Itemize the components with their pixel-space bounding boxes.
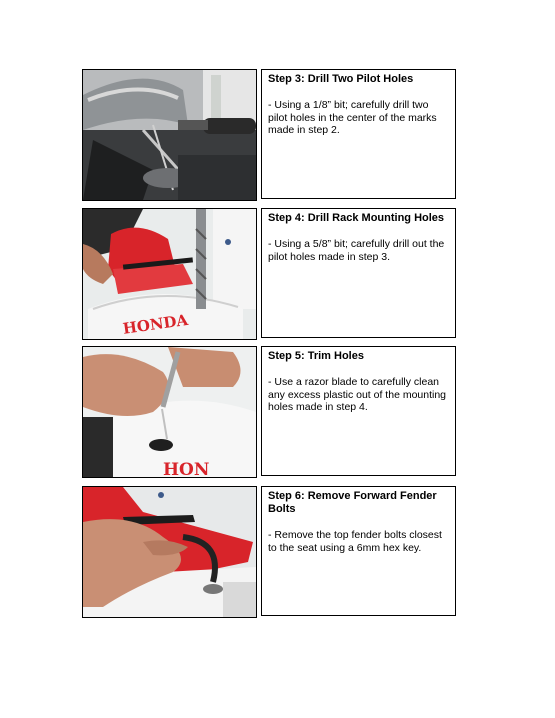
step-row-3 [82, 69, 459, 201]
step-3-title: Step 3: Drill Two Pilot Holes [268, 73, 414, 85]
step-5-photo [82, 346, 257, 478]
hex-key-image [83, 487, 256, 617]
step-6-text-box [261, 486, 456, 616]
step-6-photo [82, 486, 257, 618]
step-row-6 [82, 486, 459, 618]
step-row-5 [82, 346, 459, 478]
step-row-4 [82, 208, 459, 340]
step-5-title: Step 5: Trim Holes [268, 350, 364, 362]
step-4-photo [82, 208, 257, 340]
step-4-text-box [261, 208, 456, 338]
step-5-honda-logo: HON [163, 460, 210, 477]
step-4-description: - Using a 5/8” bit; carefully drill out the pilot holes made in step 3. [268, 238, 445, 263]
step-3-photo [82, 69, 257, 201]
step-5-text-box [261, 346, 456, 476]
step-5-description: - Use a razor blade to carefully clean any excess plastic out of the mounting holes made in step 4. [268, 376, 447, 413]
razor-trim-image [83, 347, 256, 477]
step-4-honda-logo: HONDA [121, 310, 190, 338]
handlebar-drilling-image [83, 70, 256, 200]
step-6-title: Step 6: Remove Forward Fender Bolts [268, 490, 437, 515]
step-3-text-box [261, 69, 456, 199]
step-6-description: - Remove the top fender bolts closest to the seat using a 6mm hex key. [268, 529, 442, 554]
drill-bit-image [83, 209, 256, 339]
step-4-title: Step 4: Drill Rack Mounting Holes [268, 212, 445, 224]
step-3-description: - Using a 1/8” bit; carefully drill two pilot holes in the center of the marks made in step 2. [268, 99, 437, 136]
